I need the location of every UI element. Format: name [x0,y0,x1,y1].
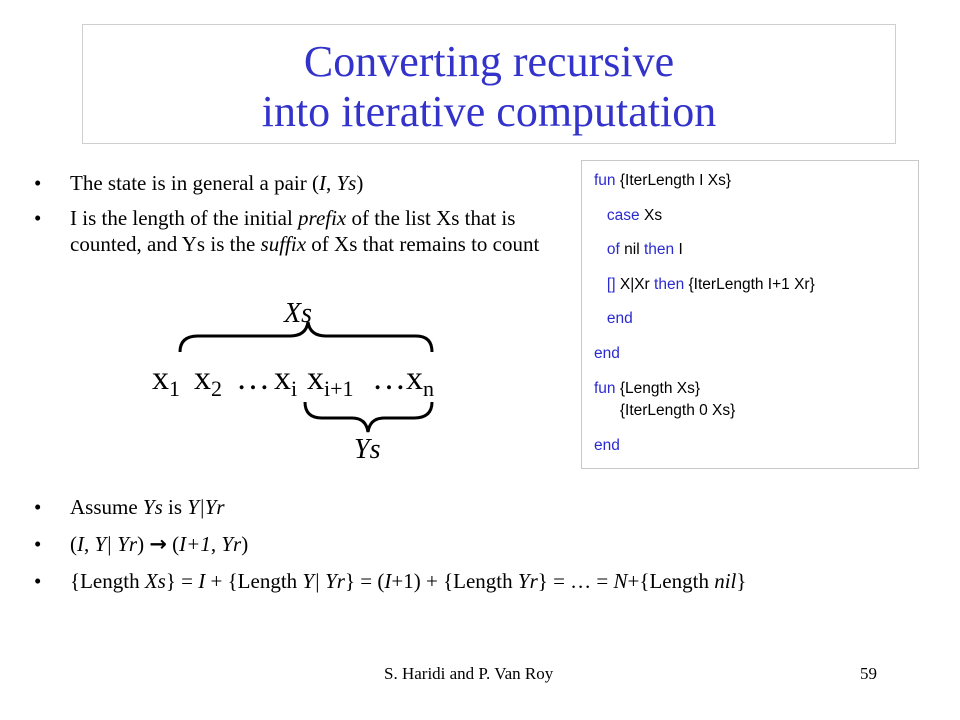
text-italic: Y|Yr [187,495,225,519]
text: of the list Xs that is counted, and Ys is the [70,206,516,256]
text: ) [241,532,249,556]
xi-var [274,360,298,401]
subscript: i+1 [324,376,354,401]
arrow-right-icon: → [149,532,167,556]
ellipsis-2: … [372,360,406,397]
code-text: {IterLength I Xs} [615,172,732,189]
text: } = ( [344,569,385,593]
text: Assume [70,495,143,519]
text: +{Length [627,569,715,593]
code-text: {IterLength I+1 Xr} [684,275,815,293]
keyword: then [654,275,685,293]
keyword: end [606,310,633,328]
bullet-dot: • [34,171,42,195]
keyword: [] [606,275,616,293]
text-italic: Y| Yr [94,532,138,556]
text-italic: Yr [221,532,242,556]
text: } = … = [537,569,614,593]
var-letter: x [152,360,169,397]
var-letter: x [194,360,211,397]
text: } = [165,569,199,593]
text: , [210,532,222,556]
text: is [162,495,188,519]
var-letter: x [307,360,324,397]
xn-var [406,360,434,401]
text-italic: Y| Yr [302,569,345,593]
text-italic: I+1 [179,532,211,556]
bullet-length-equation [30,568,940,594]
keyword: fun [594,172,616,189]
code-text: I [674,241,683,259]
text: } [736,569,747,593]
text: , [84,532,95,556]
keyword: fun [594,379,616,397]
bullet-dot: • [34,569,42,593]
title-line-2: into iterative computation [261,87,717,136]
footer-authors: S. Haridi and P. Van Roy [384,664,554,683]
text-italic: prefix [298,206,347,230]
text-italic: Yr [517,569,538,593]
var-letter: x [406,360,423,397]
code-text: Xs [639,206,663,224]
text: {Length [70,569,145,593]
keyword: then [643,241,675,259]
bullet-dot: • [34,206,42,230]
xi1-var [307,360,354,401]
text-italic: N [613,569,628,593]
subscript: 1 [169,376,180,401]
text-italic: nil [714,569,737,593]
code-text: nil [619,241,644,259]
code-text: {Length Xs} [615,379,701,397]
keyword: end [594,436,620,454]
text: of Xs that remains to count [306,232,540,256]
text: , [325,171,337,195]
code-text: {IterLength 0 Xs} [619,402,736,420]
bullet-assume [30,494,940,520]
text-italic: Ys [336,171,357,195]
text-italic: Ys [142,495,163,519]
text-italic: Xs [144,569,166,593]
ellipsis-1: … [236,360,270,397]
keyword: case [606,206,640,224]
text-italic: I [318,171,326,195]
page-number: 59 [860,664,877,683]
text: ( [166,532,180,556]
x2-var [194,360,222,401]
text-italic: I [384,569,392,593]
text: ( [70,532,77,556]
bottom-brace [305,402,432,432]
keyword: of [606,241,620,259]
text: +1) + {Length [391,569,518,593]
ys-label: Ys [354,434,381,465]
keyword: end [594,344,620,362]
text-italic: I [198,569,206,593]
text: I is the length of the initial [70,206,299,230]
text: ) [356,171,364,195]
text: The state is in general a pair ( [70,171,319,195]
bullet-dot: • [34,532,42,556]
subscript: i [291,376,298,401]
bottom-bullets [30,494,940,605]
var-letter: x [274,360,291,397]
bullet-transition [30,531,940,557]
title-line-1: Converting recursive [303,37,675,86]
xs-label: Xs [284,298,312,329]
top-brace [180,322,432,352]
text-italic: suffix [260,232,307,256]
text-italic: I [77,532,84,556]
text: ) [137,532,150,556]
text: + {Length [205,569,303,593]
x1-var [152,360,180,401]
subscript: n [423,376,434,401]
code-text: X|Xr [615,275,655,293]
subscript: 2 [211,376,222,401]
bullet-dot: • [34,495,42,519]
